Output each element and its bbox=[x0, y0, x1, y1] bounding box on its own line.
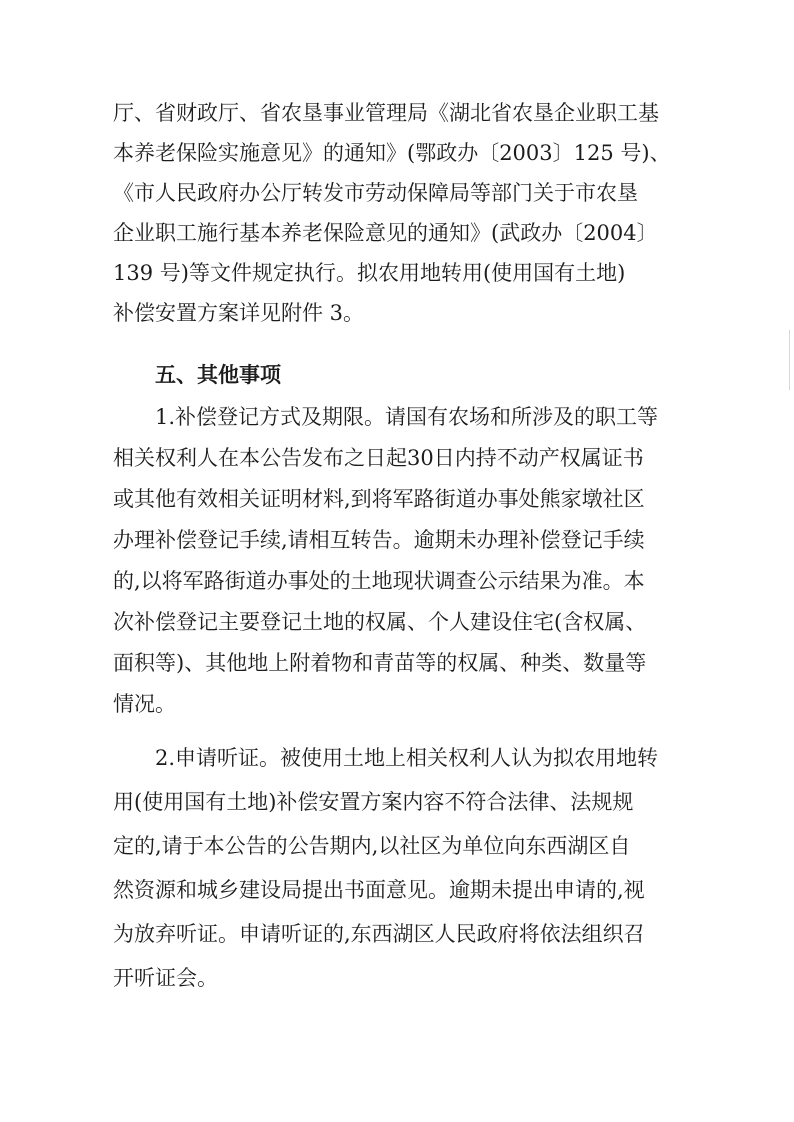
paragraph-line: 1.补偿登记方式及期限。请国有农场和所涉及的职工等 bbox=[155, 405, 659, 429]
paragraph-line: 2.申请听证。被使用土地上相关权利人认为拟农用地转 bbox=[155, 746, 659, 770]
section-heading: 五、其他事项 bbox=[155, 363, 281, 387]
paragraph-line: 次补偿登记主要登记土地的权属、个人建设住宅(含权属、 bbox=[113, 610, 647, 634]
paragraph-line: 或其他有效相关证明材料,到将军路街道办事处熊家墩社区 bbox=[113, 487, 645, 511]
text-line: 补偿安置方案详见附件 3。 bbox=[113, 301, 365, 325]
paragraph-line: 然资源和城乡建设局提出书面意见。逾期未提出申请的,视 bbox=[113, 878, 645, 902]
scan-edge-mark bbox=[789, 330, 790, 390]
text-line: 本养老保险实施意见》的通知》(鄂政办〔2003〕125 号)、 bbox=[113, 141, 671, 165]
paragraph-line: 为放弃听证。申请听证的,东西湖区人民政府将依法组织召 bbox=[113, 922, 645, 946]
paragraph-line: 的,以将军路街道办事处的土地现状调查公示结果为准。本 bbox=[113, 569, 645, 593]
text-line: 139 号)等文件规定执行。拟农用地转用(使用国有土地) bbox=[113, 261, 626, 285]
paragraph-line: 面积等)、其他地上附着物和青苗等的权属、种类、数量等 bbox=[113, 651, 647, 675]
paragraph-line: 定的,请于本公告的公告期内,以社区为单位向东西湖区自 bbox=[113, 834, 631, 858]
paragraph-line: 相关权利人在本公告发布之日起30日内持不动产权属证书 bbox=[113, 446, 644, 470]
paragraph-line: 办理补偿登记手续,请相互转告。逾期未办理补偿登记手续 bbox=[113, 528, 645, 552]
paragraph-line: 用(使用国有土地)补偿安置方案内容不符合法律、法规规 bbox=[113, 790, 634, 814]
text-line: 《市人民政府办公厅转发市劳动保障局等部门关于市农垦 bbox=[113, 181, 638, 205]
paragraph-line: 开听证会。 bbox=[113, 966, 218, 990]
text-line: 厅、省财政厅、省农垦事业管理局《湖北省农垦企业职工基 bbox=[113, 101, 659, 125]
text-line: 企业职工施行基本养老保险意见的通知》(武政办〔2004〕 bbox=[113, 221, 658, 245]
paragraph-line: 情况。 bbox=[113, 692, 176, 716]
